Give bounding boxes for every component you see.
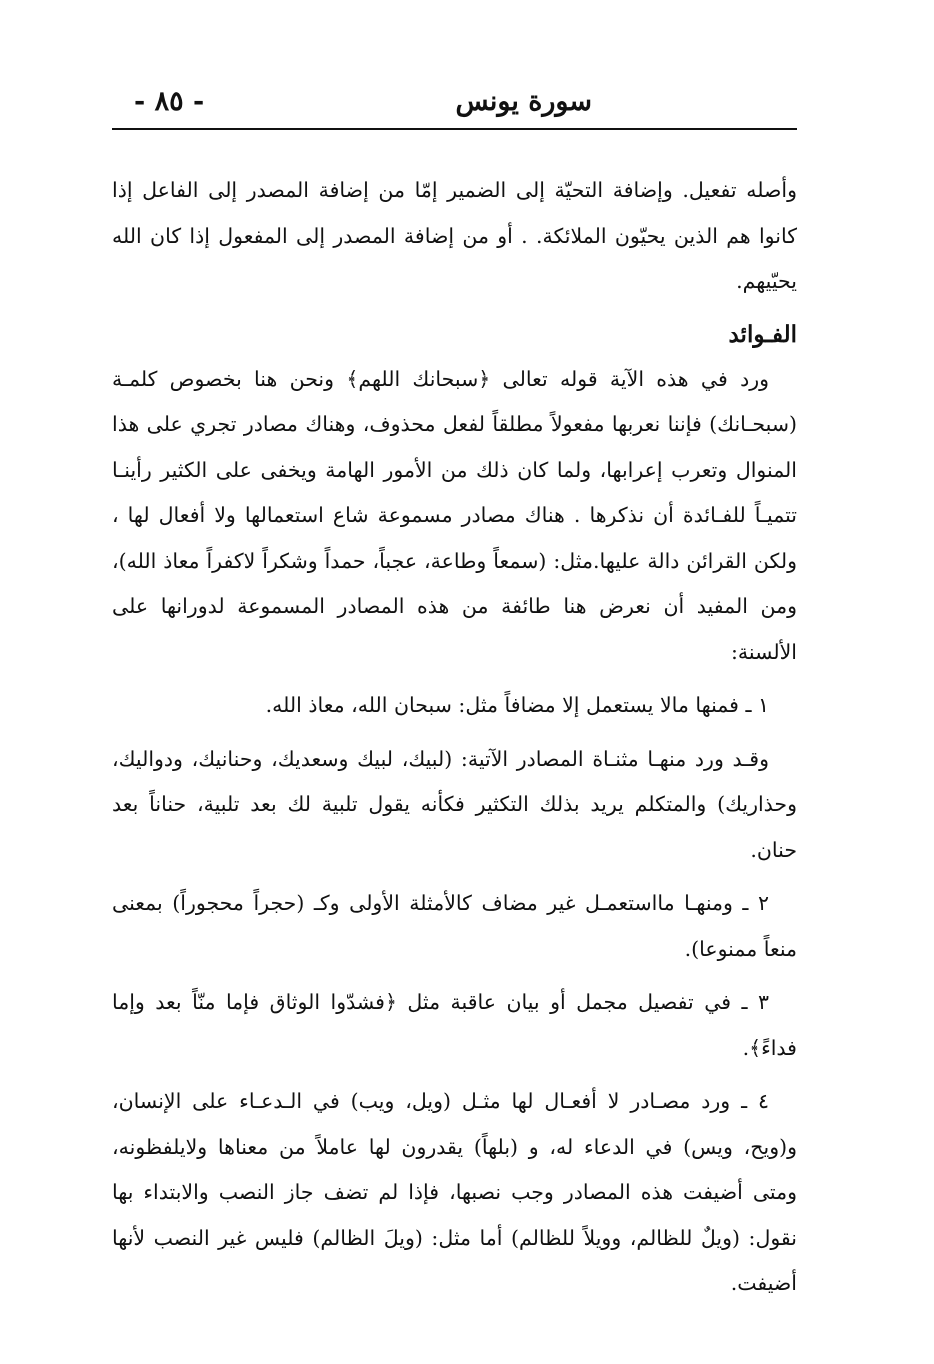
page-header [112,80,797,126]
paragraph-2: ورد في هذه الآية قوله تعالى ﴿سبحانك اللهم﴾ ونحن هنا بخصوص كلمـة (سبحـانك) فإننا نعربها مفعولاً مطلقاً لفعل محذوف، وهناك مصادر تجري على هذا المنوال وتعرب إعرابها، ولما كان ذلك من الأمور الهامة ويخفى على الكثير رأينـا تتميـاً للفـائدة أن نذكرها . هناك مصادر مسموعة شاع استعمالها ولا أفعال لها ، ولكن القرائن دالة عليها.مثل: (سمعاً وطاعة، عجباً، حمداً وشكراً لاكفراً معاذ الله)، ومن المفيد أن نعرض هنا طائفة من هذه المصادر المسموعة لدورانها على الألسنة: [112,366,797,664]
header-rule [112,128,797,130]
page-content [112,168,797,1307]
book-page [112,80,797,1295]
paragraph-4: وقـد ورد منهـا مثنـاة المصادر الآتية: (لبيك، لبيك وسعديك، وحنانيك، ودواليك، وحذاريك) والمتكلم يريد بذلك التكثير فكأنه يقول تلبية لك بعد تلبية، حناناً بعد حنان. [112,746,797,862]
page-number: - ٨٥ - [134,86,205,117]
paragraph-1: وأصله تفعيل. وإضافة التحيّة إلى الضمير إمّا من إضافة المصدر إلى الفاعل إذا كانوا هم الذين يحيّون الملائكة. . أو من إضافة المصدر إلى المفعول إذا كان الله يحيّيهم. [112,178,797,293]
paragraph-5: ٢ ـ ومنهـا مااستعمـل غير مضاف كالأمثلة الأولى وكـ (حجراً محجوراً) بمعنى منعاً ممنوعا). [112,891,797,961]
section-heading: الفـوائد [728,320,797,348]
surah-title: سورة يونس [455,86,592,117]
paragraph-6: ٣ ـ في تفصيل مجمل أو بيان عاقبة مثل ﴿فشدّوا الوثاق فإما منّاً بعد وإما فداءً﴾. [112,990,797,1060]
paragraph-3: ١ ـ فمنها مالا يستعمل إلا مضافاً مثل: سبحان الله، معاذ الله. [265,693,769,717]
paragraph-7: ٤ ـ ورد مصـادر لا أفعـال لها مثـل (ويل، ويب) في الـدعـاء على الإنسان، و(ويح، ويس) في الدعاء له، و (بلهاً) يقدرون لها عاملاً من معناها ولايلفظونه، ومتى أضيفت هذه المصادر وجب نصبها، فإذا لم تضف جاز النصب والابتداء بها نقول: (ويلٌ للظالم، وويلاً للظالم) أما مثل: (ويلَ الظالم) فليس غير النصب لأنها أضيفت. [112,1089,797,1295]
